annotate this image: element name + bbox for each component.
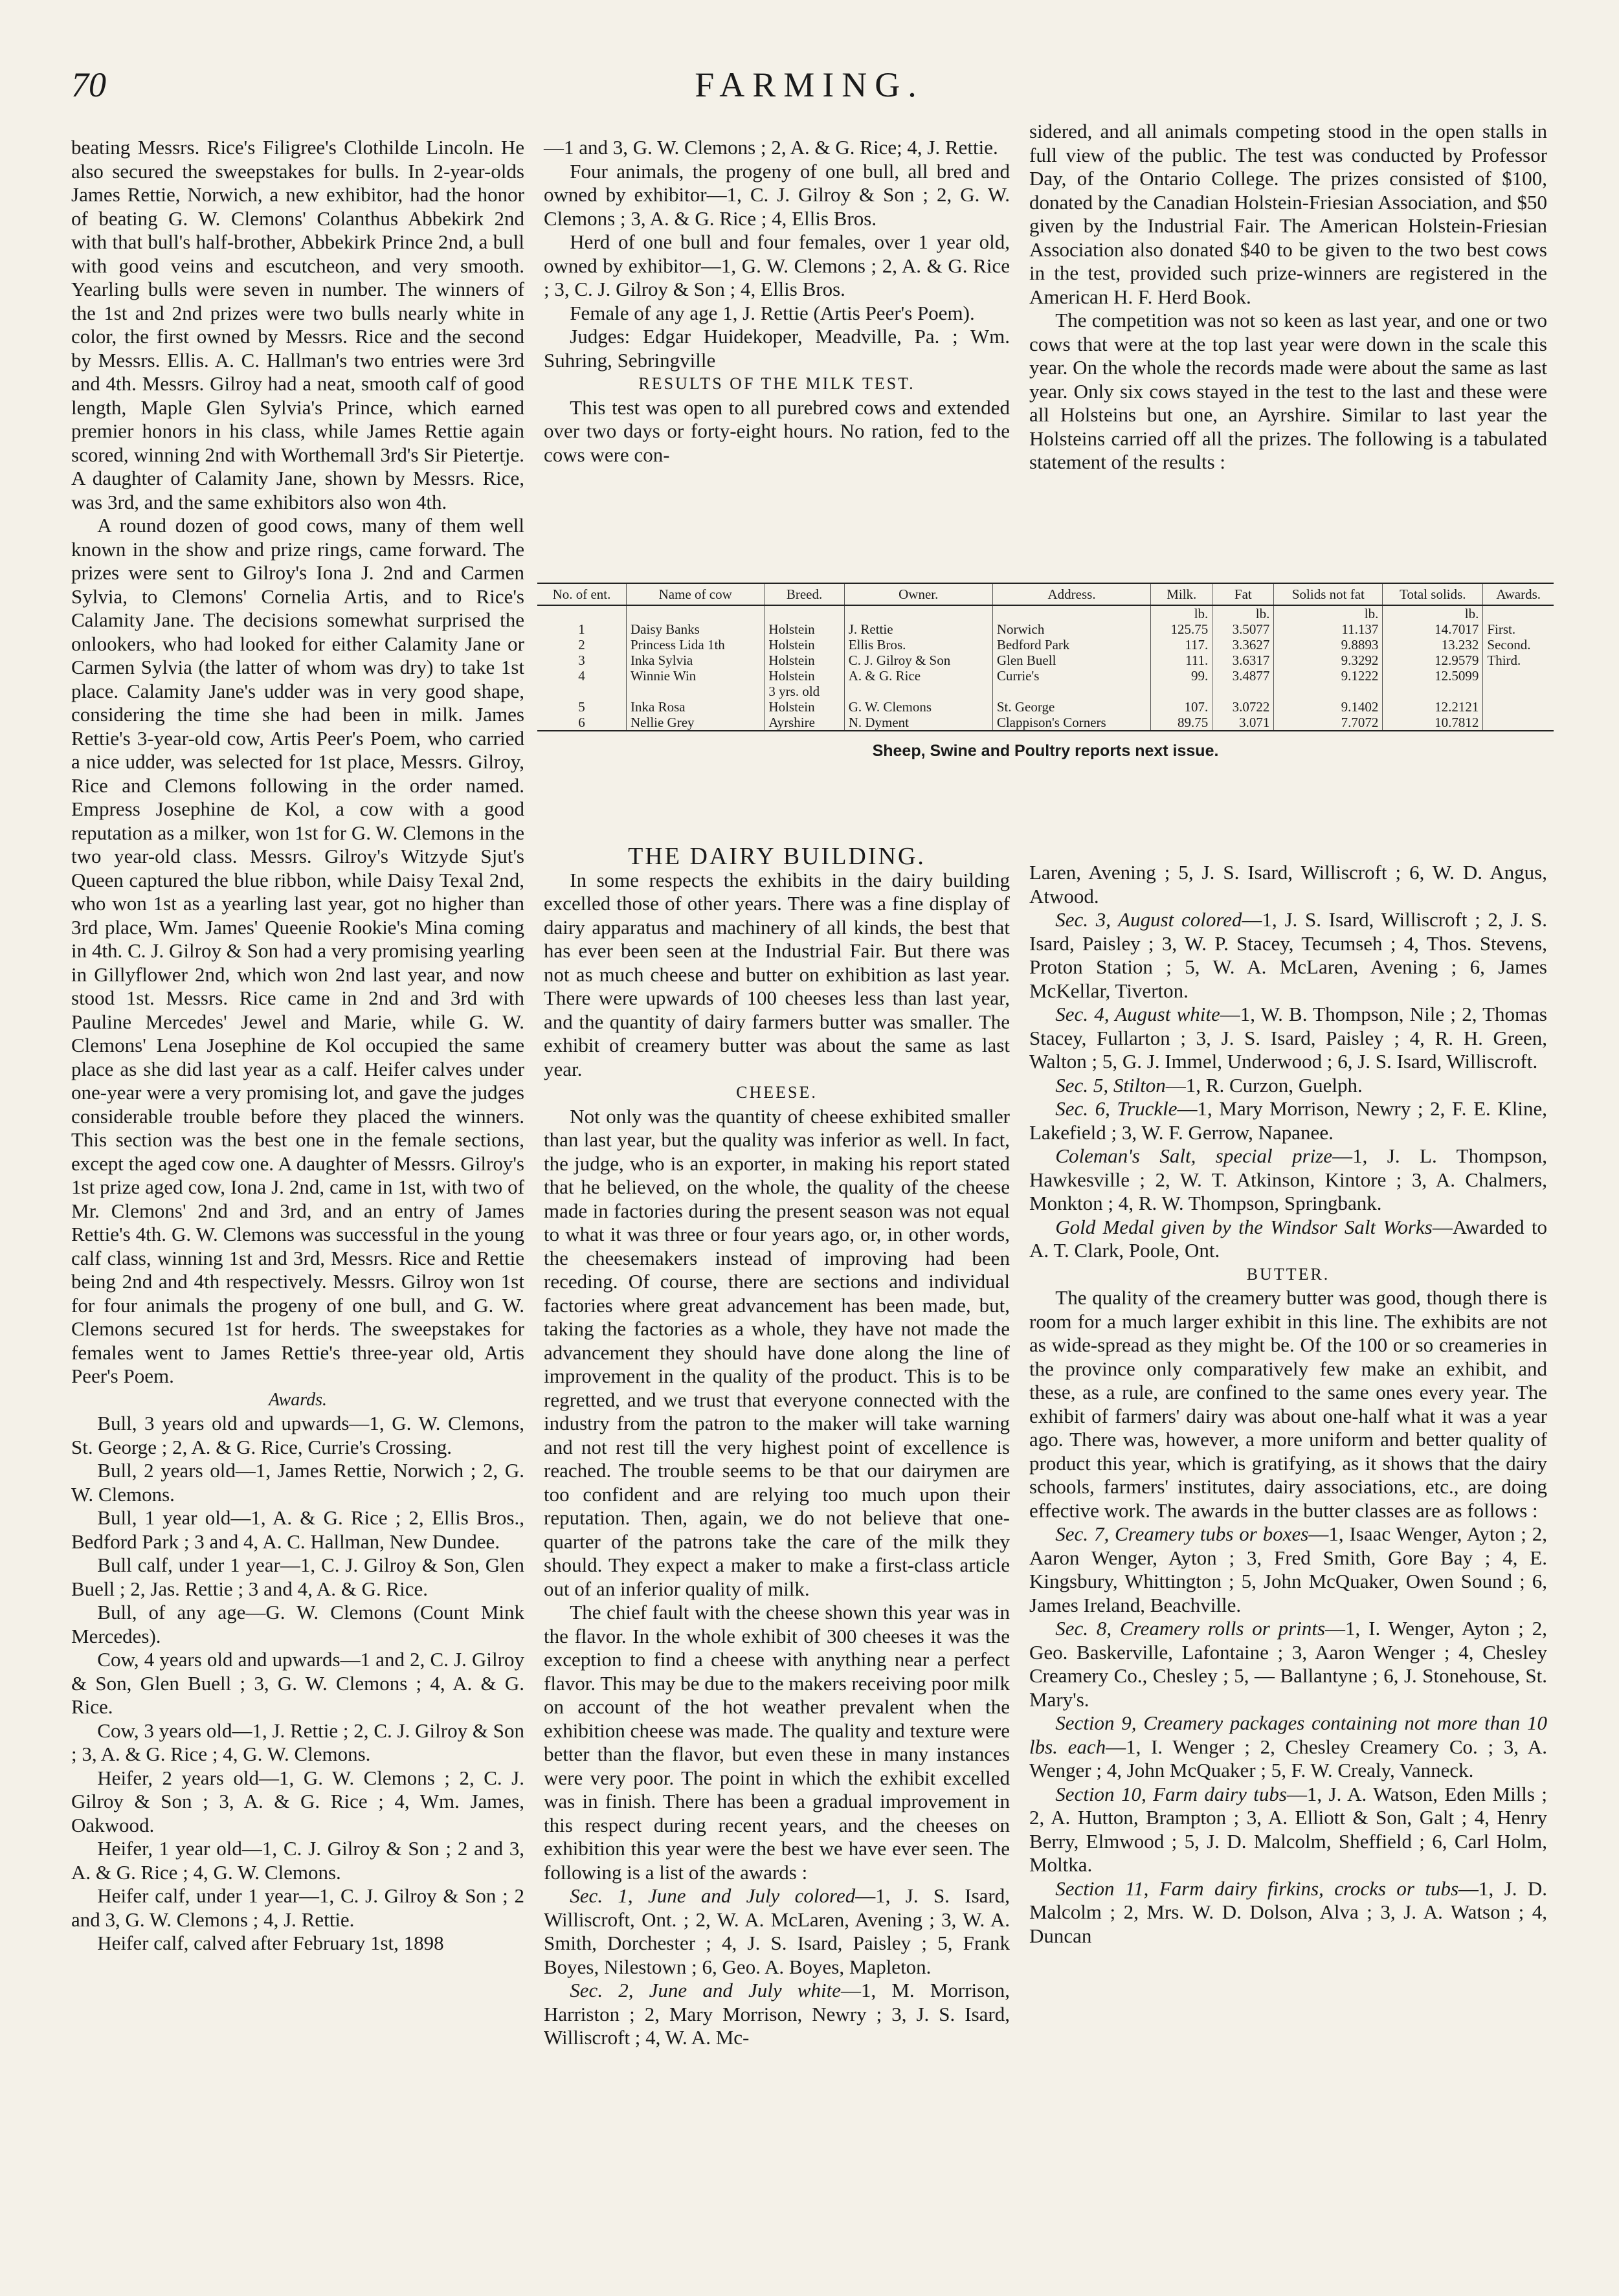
table-cell: Clappison's Corners (992, 715, 1150, 731)
table-row (537, 715, 1554, 731)
award-lead: Sec. 2, June and July white (570, 1979, 841, 2001)
dairy-building-heading: THE DAIRY BUILDING. (628, 843, 926, 870)
column-2-top (544, 136, 1010, 467)
award-lead: Section 10, Farm dairy tubs (1055, 1782, 1287, 1805)
column-2-bottom (544, 845, 1010, 2050)
column-3-bottom (1029, 861, 1547, 1948)
table-cell (844, 684, 992, 699)
table-cell: 125.75 (1151, 621, 1212, 637)
award-text: —Awarded to A. T. Clark, Poole, Ont. (1029, 1215, 1547, 1262)
table-cell: Second. (1483, 637, 1554, 652)
award-item (544, 1884, 1010, 1979)
table-cell (1274, 684, 1383, 699)
table-cell: 14.7017 (1383, 621, 1483, 637)
award-text: —1, Mary Morrison, Newry ; 2, F. E. Kline, Lakefield ; 3, W. F. Gerrow, Napanee. (1029, 1097, 1547, 1144)
column-header: Breed. (765, 583, 844, 605)
table-cell (1383, 684, 1483, 699)
table-cell: Inka Sylvia (627, 652, 765, 668)
table-cell: 3.071 (1212, 715, 1274, 731)
award-item: Heifer calf, under 1 year—1, C. J. Gilroy & Son ; 2 and 3, G. W. Clemons ; 4, J. Rettie. (71, 1884, 524, 1931)
page-number: 70 (71, 65, 106, 104)
award-item (1029, 908, 1547, 1003)
table-cell (537, 684, 627, 699)
award-item: Bull, of any age—G. W. Clemons (Count Mink Mercedes). (71, 1601, 524, 1647)
table-cell: 3.3627 (1212, 637, 1274, 652)
paragraph: Not only was the quantity of cheese exhibited smaller than last year, but the quality was inferior as well. In fact, the judge, who is an exporter, in making his report stated that he believed, on the whole, the quality of the cheese made in factories during the present season was not equal to what it was three or four years ago, or, in other words, the cheesemakers instead of improving had been receding. Of course, there are sections and individual factories where great advancement has been made, but, taking the factories as a whole, they have not made the advancement they should have done along the line of improvement in the quality of the product. This is to be regretted, and we trust that everyone connected with the industry from the patron to the maker will take warning and not rest till the very highest point of excellence is reached. The trouble seems to be that our dairymen are too confident and are relying too much upon their reputation. Then, again, we do not believe that one-quarter of the patrons take the care of the milk they should. They expect a maker to make a first-class article out of an inferior quality of milk. (544, 1104, 1010, 1600)
column-header: Fat (1212, 583, 1274, 605)
table-cell: 9.3292 (1274, 652, 1383, 668)
paragraph: The chief fault with the cheese shown this year was in the flavor. In the whole exhibit of 300 cheeses it was the exception to find a cheese with anything near a perfect flavor. This may be due to the makers receiving poor milk on account of the hot weather prevalent when the exhibition cheese was made. The quality and texture were better than the flavor, but even these in many instances were very poor. The point in which the exhibit excelled was in finish. There has been a gradual improvement in this respect during recent years, and the cheeses on exhibition this year were the best we have ever seen. The following is a list of the awards : (544, 1601, 1010, 1884)
table-units-row (537, 605, 1554, 621)
award-item (1029, 1522, 1547, 1617)
paragraph: In some respects the exhibits in the dairy building excelled those of other years. There was a fine display of dairy apparatus and machinery of all kinds, the best that has ever been seen at the Industrial Fair. But there was not as much cheese and butter on exhibition as last year. There were upwards of 100 cheeses less than last year, and the quantity of dairy farmers butter was smaller. The exhibit of creamery butter was about the same as last year. (544, 868, 1010, 1080)
table-cell (1483, 684, 1554, 699)
table-row (537, 684, 1554, 699)
table-cell: 3.6317 (1212, 652, 1274, 668)
paragraph: The competition was not so keen as last year, and one or two cows that were at the top last year were down in the scale this year. On the whole the records made were about the same as last year. Only six cows stayed in the test to the last and these were all Holsteins but one, an Ayrshire. Similar to last year the Holsteins carried off all the prizes. The following is a tabulated statement of the results : (1029, 309, 1547, 473)
award-lead: Sec. 4, August white (1055, 1003, 1220, 1025)
award-text: —1, W. B. Thompson, Nile ; 2, Thomas Stacey, Fullarton ; 3, J. S. Isard, Paisley ; 4, R. H. Green, Walton ; 5, G. J. Immel, Underwood ; 6, J. S. Isard, Williscroft. (1029, 1003, 1547, 1073)
table-cell: Ayrshire (765, 715, 844, 731)
table-cell (992, 605, 1150, 621)
table-cell: St. George (992, 699, 1150, 715)
award-item: Heifer calf, calved after February 1st, 1898 (97, 1932, 444, 1954)
table-cell: 6 (537, 715, 627, 731)
table-cell: 3.4877 (1212, 668, 1274, 684)
award-text: —1, I. Wenger, Ayton ; 2, Geo. Baskerville, Lafontaine ; 3, Aaron Wenger ; 4, Chesley Creamery Co., Chesley ; 5, — Ballantyne ; 6, J. Stonehouse, St. Mary's. (1029, 1617, 1547, 1711)
table-cell: Norwich (992, 621, 1150, 637)
award-lead: Coleman's Salt, special prize (1055, 1144, 1333, 1167)
table-cell: lb. (1151, 605, 1212, 621)
award-item (1029, 1216, 1547, 1263)
award-item: Bull, 2 years old—1, James Rettie, Norwich ; 2, G. W. Clemons. (71, 1459, 524, 1506)
award-item (1029, 1097, 1547, 1144)
table-row (537, 668, 1554, 684)
table-cell: 12.2121 (1383, 699, 1483, 715)
table-cell: G. W. Clemons (844, 699, 992, 715)
paragraph: A round dozen of good cows, many of them well known in the show and prize rings, came forward. The prizes were sent to Gilroy's Iona J. 2nd and Carmen Sylvia, to Clemons' Cornelia Artis, and to Rice's Calamity Jane. The decisions somewhat surprised the onlookers, who had looked for either Calamity Jane or Carmen Sylvia (the latter of whom was dry) to take 1st place. Calamity Jane's udder was in very good shape, considering the time she had been in milk. James Rettie's 3-year-old cow, Artis Peer's Poem, who carried a nice udder, was selected for 1st place, Messrs. Gilroy, Rice and Clemons following in the order named. Empress Josephine de Kol, a cow with a good reputation as a milker, won 1st for G. W. Clemons in the two year-old class. Messrs. Gilroy's Witzyde Sjut's Queen captured the blue ribbon, while Daisy Texal 2nd, who won 1st as a yearling last year, got no higher than 3rd place, Wm. James' Queenie Rookie's Mina coming in 4th. C. J. Gilroy & Son had a very promising yearling in Gillyflower 2nd, which won 2nd last year, and now stood 1st. Messrs. Rice came in 2nd and 3rd with Pauline Mercedes' Jewel and Marie, while G. W. Clemons' Lena Josephine de Kol occupied the same place as she did last year as a calf. Heifer calves under one-year were a very promising lot, and gave the judges considerable trouble before they placed the winners. This section was the best one in the female sections, except the aged cow one. A daughter of Messrs. Gilroy's 1st prize aged cow, Iona J. 2nd, came in 1st, with two of Mr. Clemons' 2nd and 3rd, and an entry of James Rettie's 4th. G. W. Clemons was successful in the young calf class, winning 1st and 3rd, Messrs. Rice and Rettie being 2nd and 4th respectively. Messrs. Gilroy won 1st for four animals the progeny of one bull, and G. W. Clemons secured 1st for herds. The sweepstakes for females went to James Rettie's three-year old, Artis Peer's Poem. (71, 514, 524, 1387)
table-cell: Nellie Grey (627, 715, 765, 731)
award-item: Heifer, 1 year old—1, C. J. Gilroy & Son ; 2 and 3, A. & G. Rice ; 4, G. W. Clemons. (71, 1837, 524, 1884)
column-header: Address. (992, 583, 1150, 605)
table-cell (1212, 684, 1274, 699)
table-cell: Ellis Bros. (844, 637, 992, 652)
table-row (537, 637, 1554, 652)
table-cell (1483, 668, 1554, 684)
award-lead: Sec. 6, Truckle (1055, 1097, 1178, 1120)
award-text: —1, J. D. Malcolm ; 2, Mrs. W. D. Dolson, Alva ; 3, J. A. Watson ; 4, Duncan (1029, 1877, 1547, 1947)
table-cell: 117. (1151, 637, 1212, 652)
table-cell (1151, 684, 1212, 699)
table-footnote: Sheep, Swine and Poultry reports next issue. (872, 742, 1219, 760)
award-item (1029, 1711, 1547, 1783)
paragraph: —1 and 3, G. W. Clemons ; 2, A. & G. Rice; 4, J. Rettie. (544, 136, 998, 159)
award-item (1029, 1144, 1547, 1216)
table-cell (844, 605, 992, 621)
table-cell: 3.5077 (1212, 621, 1274, 637)
table-cell: 11.137 (1274, 621, 1383, 637)
award-lead: Sec. 3, August colored (1055, 908, 1242, 931)
table-row (537, 652, 1554, 668)
table-cell: lb. (1274, 605, 1383, 621)
award-text: Laren, Avening ; 5, J. S. Isard, Williscroft ; 6, W. D. Angus, Atwood. (1029, 861, 1547, 908)
award-item (1029, 1074, 1547, 1098)
table-cell: 3 yrs. old (765, 684, 844, 699)
table-cell (1483, 699, 1554, 715)
table-cell: 111. (1151, 652, 1212, 668)
table-cell: 9.1222 (1274, 668, 1383, 684)
table-cell: Inka Rosa (627, 699, 765, 715)
milk-test-heading: RESULTS OF THE MILK TEST. (638, 374, 915, 393)
table-cell: C. J. Gilroy & Son (844, 652, 992, 668)
column-header: Solids not fat (1274, 583, 1383, 605)
table-cell (537, 605, 627, 621)
award-text: —1, J. A. Watson, Eden Mills ; 2, A. Hutton, Brampton ; 3, A. Elliott & Son, Galt ; 4, Henry Berry, Elmwood ; 5, J. D. Malcolm, Sheffield ; 6, Carl Holm, Moltka. (1029, 1782, 1547, 1876)
table-cell (992, 684, 1150, 699)
paragraph: sidered, and all animals competing stood in the open stalls in full view of the public. The test was conducted by Professor Day, of the Ontario College. The prizes consisted of $100, donated by the Canadian Holstein-Friesian Association, and $50 given by the Industrial Fair. The American Holstein-Friesian Association also donated $40 to be given to the two best cows in the test, provided such prize-winners are registered in the American H. F. Herd Book. (1029, 120, 1547, 308)
awards-heading: Awards. (269, 1389, 327, 1410)
column-header: No. of ent. (537, 583, 627, 605)
column-header: Owner. (844, 583, 992, 605)
award-lead: Gold Medal given by the Windsor Salt Works (1055, 1215, 1433, 1238)
table-cell: lb. (1212, 605, 1274, 621)
column-header: Name of cow (627, 583, 765, 605)
page-header (71, 65, 1548, 123)
table-cell: A. & G. Rice (844, 668, 992, 684)
award-text: —1, J. L. Thompson, Hawkesville ; 2, W. T. Atkinson, Kintore ; 3, A. Chalmers, Monkton ; 4, R. W. Thompson, Springbank. (1029, 1144, 1547, 1214)
table-header-row (537, 583, 1554, 605)
award-item: Cow, 4 years old and upwards—1 and 2, C. J. Gilroy & Son, Glen Buell ; 3, G. W. Clemons ; 4, A. & G. Rice. (71, 1648, 524, 1718)
table-cell: Holstein (765, 699, 844, 715)
paragraph: Female of any age 1, J. Rettie (Artis Peer's Poem). (570, 301, 975, 324)
table-cell: Holstein (765, 637, 844, 652)
table-cell: Holstein (765, 621, 844, 637)
table-cell: 3 (578, 652, 585, 668)
column-3-top (1029, 120, 1547, 474)
table-cell: N. Dyment (844, 715, 992, 731)
award-item (1029, 1783, 1547, 1877)
table-cell: 5 (578, 699, 585, 715)
award-text: —1, J. S. Isard, Williscroft ; 2, J. S. Isard, Paisley ; 3, W. P. Stacey, Tecumseh ; 4, Thos. Stevens, Proton Station ; 5, W. A. McLaren, Avening ; 6, James McKellar, Tiverton. (1029, 908, 1547, 1002)
award-item: Cow, 3 years old—1, J. Rettie ; 2, C. J. Gilroy & Son ; 3, A. & G. Rice ; 4, G. W. Clemons. (71, 1719, 524, 1765)
table-cell (765, 605, 844, 621)
table-cell: First. (1483, 621, 1554, 637)
table-cell: 12.9579 (1383, 652, 1483, 668)
award-item (1029, 1877, 1547, 1948)
column-header: Total solids. (1383, 583, 1483, 605)
butter-heading: BUTTER. (1246, 1264, 1330, 1284)
table-cell: 10.7812 (1383, 715, 1483, 731)
paragraph: Herd of one bull and four females, over 1 year old, owned by exhibitor—1, G. W. Clemons ; 2, A. & G. Rice ; 3, C. J. Gilroy & Son ; 4, Ellis Bros. (544, 230, 1010, 300)
table-cell: lb. (1383, 605, 1483, 621)
award-item: Bull, 1 year old—1, A. & G. Rice ; 2, Ellis Bros., Bedford Park ; 3 and 4, A. C. Hallman, New Dundee. (71, 1506, 524, 1553)
table-cell: 89.75 (1151, 715, 1212, 731)
award-item (1029, 1617, 1547, 1711)
award-lead: Sec. 8, Creamery rolls or prints (1055, 1617, 1326, 1640)
table-cell: 3.0722 (1212, 699, 1274, 715)
table-cell: Glen Buell (992, 652, 1150, 668)
table-cell: Winnie Win (627, 668, 765, 684)
award-item: Bull, 3 years old and upwards—1, G. W. Clemons, St. George ; 2, A. & G. Rice, Currie's Crossing. (71, 1412, 524, 1458)
table-cell (1483, 605, 1554, 621)
table-cell (627, 684, 765, 699)
table-cell: J. Rettie (844, 621, 992, 637)
table-cell: Daisy Banks (627, 621, 765, 637)
award-lead: Section 11, Farm dairy firkins, crocks or tubs (1055, 1877, 1459, 1900)
table-cell: 4 (578, 668, 585, 684)
table-cell: Third. (1483, 652, 1554, 668)
column-header: Awards. (1483, 583, 1554, 605)
table-cell: 1 (578, 621, 585, 637)
column-1 (71, 136, 524, 1956)
table-cell: 12.5099 (1383, 668, 1483, 684)
table-cell: 107. (1151, 699, 1212, 715)
award-text: —1, J. S. Isard, Williscroft, Ont. ; 2, W. A. McLaren, Avening ; 3, W. A. Smith, Dorchester ; 4, J. S. Isard, Paisley ; 5, Frank Boyes, Nilestown ; 6, Geo. A. Boyes, Mapleton. (544, 1884, 1010, 1978)
award-text: —1, Isaac Wenger, Ayton ; 2, Aaron Wenger, Ayton ; 3, Fred Smith, Gore Bay ; 4, E. Kingsbury, Whittington ; 5, John McQuaker, Owen Sound ; 6, James Ireland, Beachville. (1029, 1522, 1547, 1616)
milk-test-table-block (537, 583, 1554, 761)
cheese-heading: CHEESE. (736, 1083, 818, 1102)
paragraph: Four animals, the progeny of one bull, all bred and owned by exhibitor—1, C. J. Gilroy & Son ; 2, G. W. Clemons ; 3, A. & G. Rice ; 4, Ellis Bros. (544, 159, 1010, 230)
table-cell: 9.1402 (1274, 699, 1383, 715)
table-cell: 7.7072 (1274, 715, 1383, 731)
table-cell: Holstein (765, 652, 844, 668)
table-cell (627, 605, 765, 621)
award-item: Heifer, 2 years old—1, G. W. Clemons ; 2, C. J. Gilroy & Son ; 3, A. & G. Rice ; 4, Wm. James, Oakwood. (71, 1766, 524, 1836)
award-item (544, 1979, 1010, 2050)
award-lead: Section 9, Creamery packages containing not more than 10 lbs. each (1029, 1711, 1547, 1758)
table-cell: Holstein (765, 668, 844, 684)
column-header: Milk. (1151, 583, 1212, 605)
table-row (537, 621, 1554, 637)
award-lead: Sec. 5, Stilton (1055, 1073, 1166, 1097)
table-cell: 9.8893 (1274, 637, 1383, 652)
paragraph: The quality of the creamery butter was good, though there is room for a much larger exhibit in this line. The exhibits are not as wide-spread as they might be. Of the 100 or so creameries in the province only comparatively few make an exhibit, and these, as a rule, are confined to the same ones every year. The exhibit of farmers' dairy was about one-half what it was a year ago. There was, however, a more uniform and better quality of product this year, which is gratifying, as it shows that the dairy schools, farmers' institutes, dairy associations, etc., are doing effective work. The awards in the butter classes are as follows : (1029, 1286, 1547, 1522)
paragraph: This test was open to all purebred cows and extended over two days or forty-eight hours. No ration, fed to the cows were con- (544, 396, 1010, 466)
award-item (1029, 861, 1547, 908)
table-cell: Princess Lida 1th (627, 637, 765, 652)
award-text: —1, R. Curzon, Guelph. (1165, 1073, 1363, 1097)
table-cell: Bedford Park (992, 637, 1150, 652)
table-cell: 13.232 (1383, 637, 1483, 652)
table-cell: 99. (1151, 668, 1212, 684)
award-text: —1, I. Wenger ; 2, Chesley Creamery Co. ; 3, A. Wenger ; 4, John McQuaker ; 5, F. W. Crealy, Vanneck. (1029, 1735, 1548, 1781)
table-row (537, 699, 1554, 715)
paragraph: beating Messrs. Rice's Filigree's Clothilde Lincoln. He also secured the sweepstakes for bulls. In 2-year-olds James Rettie, Norwich, a new exhibitor, had the honor of beating G. W. Clemons' Colanthus Abbekirk 2nd with that bull's half-brother, Abbekirk Prince 2nd, a bull with good veins and escutcheon, and very smooth. Yearling bulls were seven in number. The winners of the 1st and 2nd prizes were two bulls nearly white in color, the first owned by Messrs. Rice and the second by Messrs. Ellis. A. C. Hallman's two entries were 3rd and 4th. Messrs. Gilroy had a neat, smooth calf of good length, Maple Glen Sylvia's Prince, which earned premier honors in his class, while James Rettie again scored, winning 2nd with Worthemall 3rd's Sir Pietertje. A daughter of Calamity Jane, shown by Messrs. Rice, was 3rd, and the same exhibitors also won 4th. (71, 136, 524, 513)
table-cell: Currie's (992, 668, 1150, 684)
award-item: Bull calf, under 1 year—1, C. J. Gilroy & Son, Glen Buell ; 2, Jas. Rettie ; 3 and 4, A. & G. Rice. (71, 1554, 524, 1600)
table-cell: 2 (578, 637, 585, 652)
awards-list (71, 1412, 524, 1956)
table-cell (1483, 715, 1554, 731)
milk-test-table (537, 583, 1554, 731)
award-text: —1, M. Morrison, Harriston ; 2, Mary Morrison, Newry ; 3, J. S. Isard, Williscroft ; 4, W. A. Mc- (544, 1979, 1010, 2049)
award-item (1029, 1003, 1547, 1074)
paragraph: Judges: Edgar Huidekoper, Meadville, Pa. ; Wm. Suhring, Sebringville (544, 325, 1010, 372)
award-lead: Sec. 1, June and July colored (570, 1884, 856, 1907)
award-lead: Sec. 7, Creamery tubs or boxes (1055, 1522, 1309, 1545)
running-title: FARMING. (695, 65, 924, 104)
